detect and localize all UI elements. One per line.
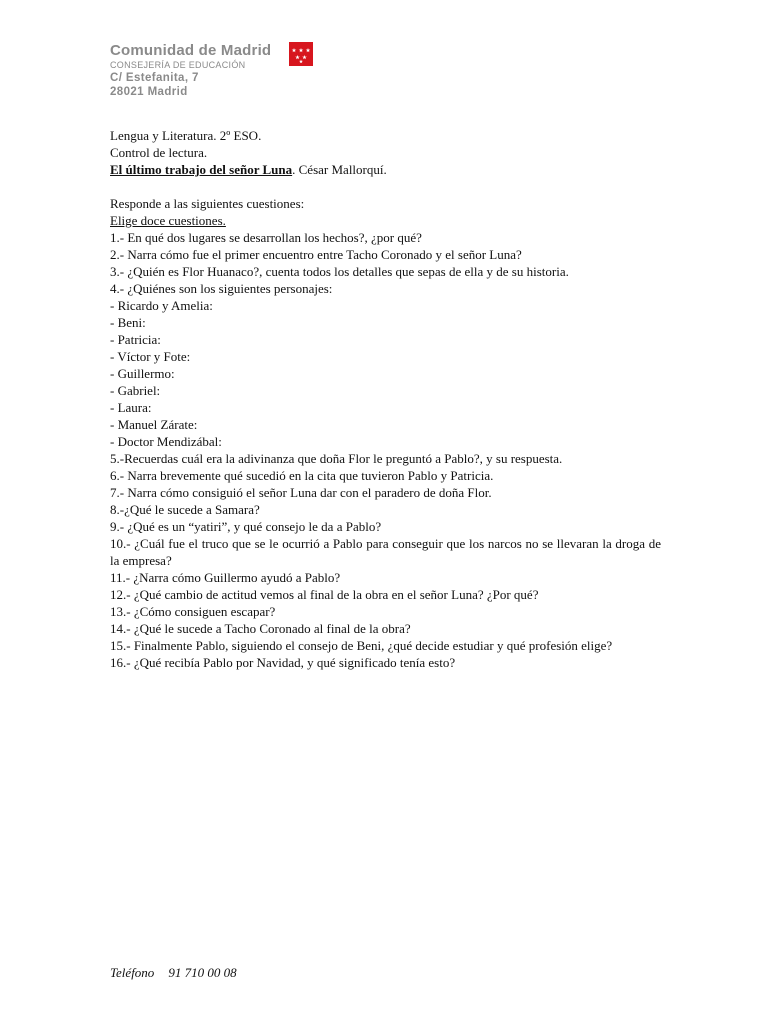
book-line <box>110 161 661 178</box>
character-item: - Guillermo: <box>110 366 175 381</box>
org-name: Comunidad de Madrid <box>110 42 272 59</box>
test-type-line: Control de lectura. <box>110 145 208 160</box>
character-item: - Manuel Zárate: <box>110 417 198 432</box>
character-item: - Beni: <box>110 315 146 330</box>
question-15: 15.- Finalmente Pablo, siguiendo el consejo de Beni, ¿qué decide estudiar y qué profesión elige? <box>110 638 613 653</box>
course-line: Lengua y Literatura. 2º ESO. <box>110 128 262 143</box>
question-8: 8.-¿Qué le sucede a Samara? <box>110 502 260 517</box>
character-item: - Víctor y Fote: <box>110 349 191 364</box>
question-5: 5.-Recuerdas cuál era la adivinanza que doña Flor le preguntó a Pablo?, y su respuesta. <box>110 451 563 466</box>
question-12: 12.- ¿Qué cambio de actitud vemos al final de la obra en el señor Luna? ¿Por qué? <box>110 587 539 602</box>
letterhead <box>110 42 271 99</box>
question-3: 3.- ¿Quién es Flor Huanaco?, cuenta todos los detalles que sepas de ella y de su historia. <box>110 264 569 279</box>
book-author: . César Mallorquí. <box>292 162 387 177</box>
instruction-line: Responde a las siguientes cuestiones: <box>110 196 305 211</box>
character-item: - Patricia: <box>110 332 161 347</box>
question-14: 14.- ¿Qué le sucede a Tacho Coronado al final de la obra? <box>110 621 411 636</box>
question-1: 1.- En qué dos lugares se desarrollan los hechos?, ¿por qué? <box>110 230 422 245</box>
question-16: 16.- ¿Qué recibía Pablo por Navidad, y qué significado tenía esto? <box>110 655 456 670</box>
phone-label: Teléfono <box>110 965 155 980</box>
question-10: 10.- ¿Cuál fue el truco que se le ocurrió a Pablo para conseguir que los narcos no se llevaran la droga de la empresa? <box>110 536 661 568</box>
character-item: - Gabriel: <box>110 383 161 398</box>
address-city: 28021 Madrid <box>110 86 188 98</box>
document-body <box>110 127 661 671</box>
question-2: 2.- Narra cómo fue el primer encuentro entre Tacho Coronado y el señor Luna? <box>110 247 522 262</box>
character-item: - Doctor Mendizábal: <box>110 434 222 449</box>
address-street: C/ Estefanita, 7 <box>110 72 199 84</box>
character-item: - Laura: <box>110 400 152 415</box>
question-13: 13.- ¿Cómo consiguen escapar? <box>110 604 276 619</box>
question-6: 6.- Narra brevemente qué sucedió en la cita que tuvieron Pablo y Patricia. <box>110 468 494 483</box>
department-name: CONSEJERÍA DE EDUCACIÓN <box>110 60 246 70</box>
question-11: 11.- ¿Narra cómo Guillermo ayudó a Pablo? <box>110 570 341 585</box>
madrid-flag-logo-icon <box>289 42 313 66</box>
instruction-choose: Elige doce cuestiones. <box>110 213 226 228</box>
book-title: El último trabajo del señor Luna <box>110 162 293 177</box>
phone-number: 91 710 00 08 <box>168 965 237 980</box>
character-item: - Ricardo y Amelia: <box>110 298 213 313</box>
question-7: 7.- Narra cómo consiguió el señor Luna dar con el paradero de doña Flor. <box>110 485 492 500</box>
question-4: 4.- ¿Quiénes son los siguientes personajes: <box>110 281 333 296</box>
footer-phone <box>110 965 237 981</box>
question-9: 9.- ¿Qué es un “yatiri”, y qué consejo le da a Pablo? <box>110 519 382 534</box>
